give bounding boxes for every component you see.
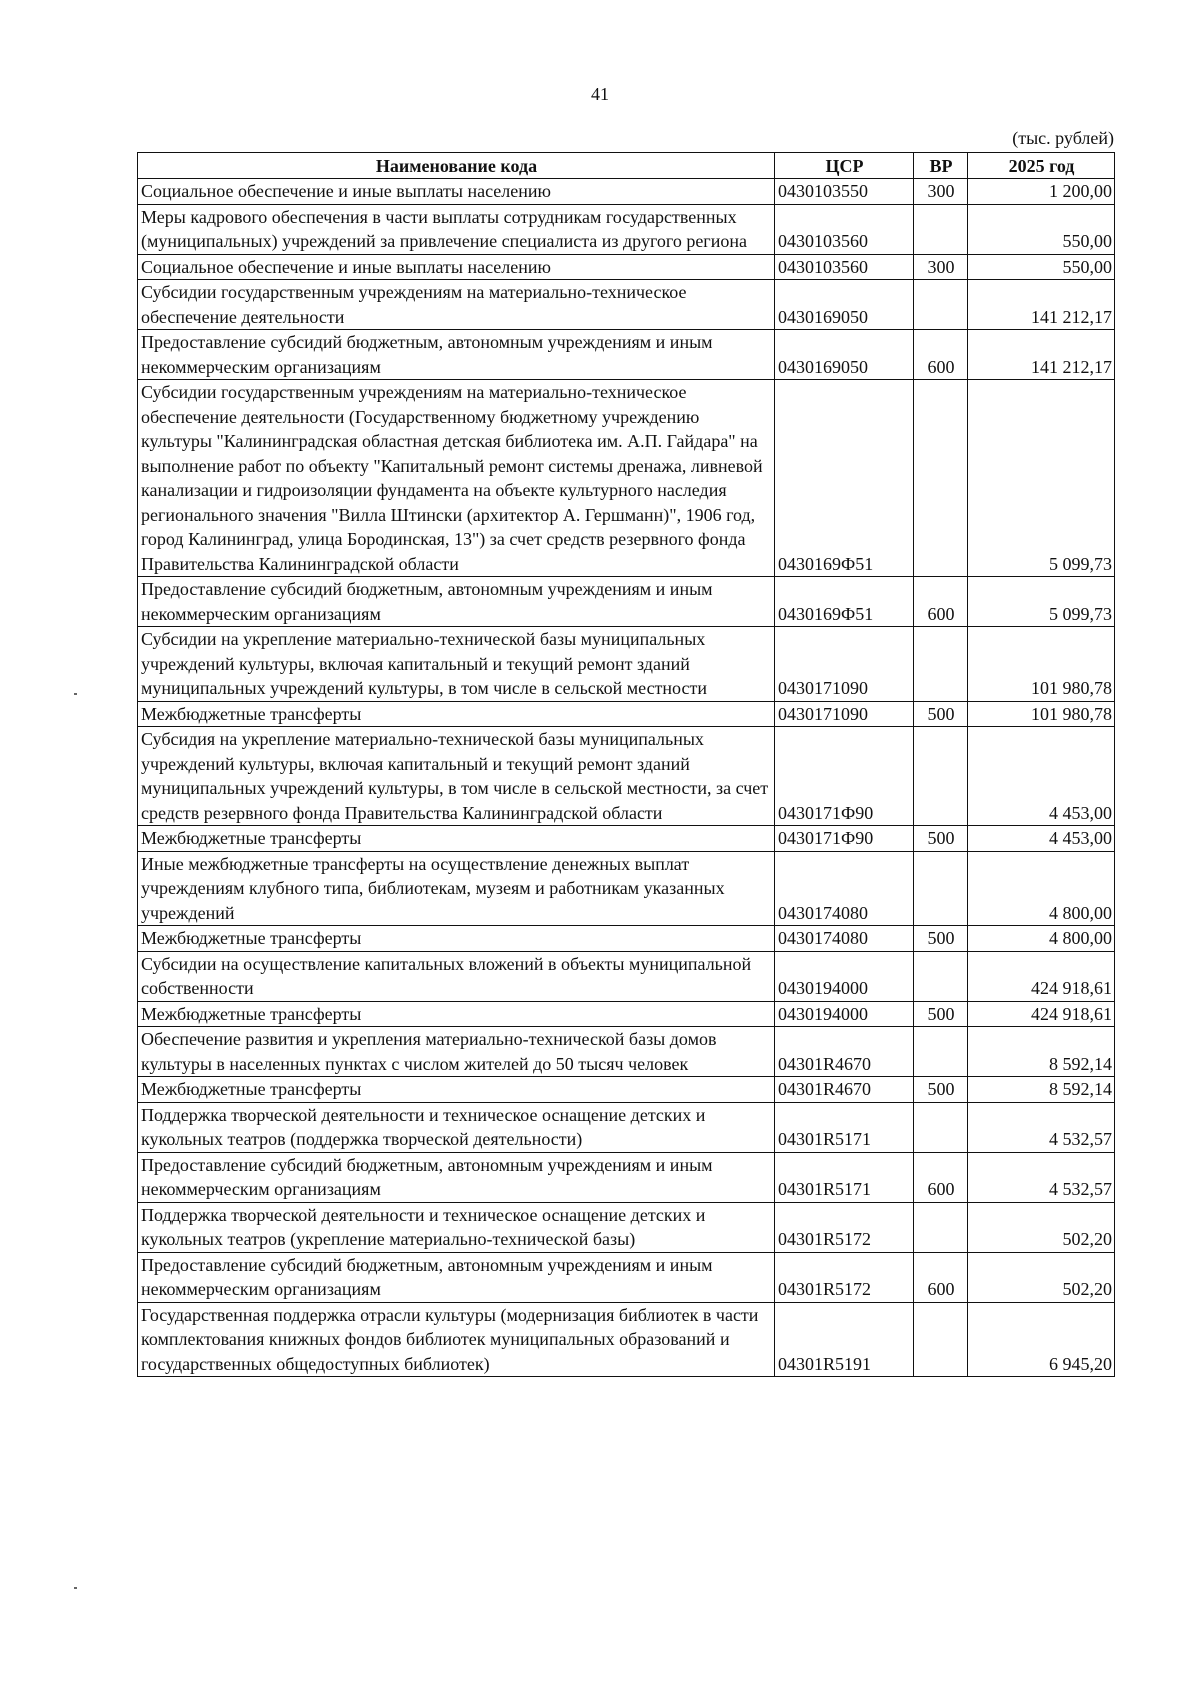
row-name-cell: Субсидии на осуществление капитальных вложений в объекты муниципальной собственности xyxy=(138,951,775,1001)
row-amount-cell: 4 453,00 xyxy=(968,727,1115,826)
table-row xyxy=(138,254,1115,280)
row-vr-cell: 300 xyxy=(914,179,968,205)
row-vr-cell: 600 xyxy=(914,330,968,380)
row-vr-cell xyxy=(914,380,968,577)
row-amount-cell: 101 980,78 xyxy=(968,701,1115,727)
row-vr-cell: 600 xyxy=(914,577,968,627)
row-csr-cell: 04301R4670 xyxy=(775,1077,914,1103)
row-name-cell: Государственная поддержка отрасли культуры (модернизация библиотек в части комплектования книжных фондов библиотек муниципальных образований и государственных общедоступных библиотек) xyxy=(138,1302,775,1377)
page-number: 41 xyxy=(591,84,609,104)
row-amount-cell: 4 453,00 xyxy=(968,826,1115,852)
table-row xyxy=(138,179,1115,205)
row-vr-cell xyxy=(914,204,968,254)
table-row xyxy=(138,1202,1115,1252)
row-name-cell: Поддержка творческой деятельности и техническое оснащение детских и кукольных театров (поддержка творческой деятельности) xyxy=(138,1102,775,1152)
row-vr-cell xyxy=(914,1027,968,1077)
table-row xyxy=(138,727,1115,826)
row-name-cell: Социальное обеспечение и иные выплаты населению xyxy=(138,179,775,205)
table-row xyxy=(138,1077,1115,1103)
row-csr-cell: 0430174080 xyxy=(775,926,914,952)
row-amount-cell: 101 980,78 xyxy=(968,627,1115,702)
row-vr-cell: 500 xyxy=(914,1001,968,1027)
row-amount-cell: 4 800,00 xyxy=(968,851,1115,926)
row-vr-cell xyxy=(914,951,968,1001)
table-row xyxy=(138,926,1115,952)
header-name: Наименование кода xyxy=(138,153,775,179)
row-name-cell: Предоставление субсидий бюджетным, автономным учреждениям и иным некоммерческим организациям xyxy=(138,1252,775,1302)
row-csr-cell: 0430169Ф51 xyxy=(775,577,914,627)
row-amount-cell: 5 099,73 xyxy=(968,577,1115,627)
row-amount-cell: 424 918,61 xyxy=(968,951,1115,1001)
row-name-cell: Межбюджетные трансферты xyxy=(138,826,775,852)
row-name-cell: Субсидии государственным учреждениям на материально-техническое обеспечение деятельности xyxy=(138,280,775,330)
row-amount-cell: 8 592,14 xyxy=(968,1027,1115,1077)
row-vr-cell xyxy=(914,1202,968,1252)
row-amount-cell: 502,20 xyxy=(968,1202,1115,1252)
row-csr-cell: 0430194000 xyxy=(775,1001,914,1027)
table-row xyxy=(138,1027,1115,1077)
row-csr-cell: 0430171Ф90 xyxy=(775,826,914,852)
table-row xyxy=(138,204,1115,254)
row-amount-cell: 141 212,17 xyxy=(968,280,1115,330)
row-name-cell: Субсидии на укрепление материально-технической базы муниципальных учреждений культуры, включая капитальный и текущий ремонт зданий муниципальных учреждений культуры, в том числе в сельской местности xyxy=(138,627,775,702)
row-amount-cell: 5 099,73 xyxy=(968,380,1115,577)
table-header-row xyxy=(138,153,1115,179)
row-name-cell: Межбюджетные трансферты xyxy=(138,1077,775,1103)
row-name-cell: Межбюджетные трансферты xyxy=(138,1001,775,1027)
row-csr-cell: 04301R5172 xyxy=(775,1252,914,1302)
row-vr-cell: 600 xyxy=(914,1252,968,1302)
row-name-cell: Межбюджетные трансферты xyxy=(138,701,775,727)
table-row xyxy=(138,577,1115,627)
row-name-cell: Меры кадрового обеспечения в части выплаты сотрудникам государственных (муниципальных) учреждений за привлечение специалиста из другого региона xyxy=(138,204,775,254)
row-vr-cell xyxy=(914,627,968,702)
row-vr-cell: 500 xyxy=(914,826,968,852)
row-amount-cell: 4 800,00 xyxy=(968,926,1115,952)
row-vr-cell xyxy=(914,280,968,330)
row-name-cell: Субсидия на укрепление материально-технической базы муниципальных учреждений культуры, включая капитальный и текущий ремонт зданий муниципальных учреждений культуры, в том числе в сельской местности, за счет средств резервного фонда Правительства Калининградской области xyxy=(138,727,775,826)
table-row xyxy=(138,1152,1115,1202)
row-csr-cell: 04301R4670 xyxy=(775,1027,914,1077)
row-csr-cell: 04301R5191 xyxy=(775,1302,914,1377)
row-amount-cell: 424 918,61 xyxy=(968,1001,1115,1027)
row-csr-cell: 0430194000 xyxy=(775,951,914,1001)
row-vr-cell: 500 xyxy=(914,1077,968,1103)
row-amount-cell: 4 532,57 xyxy=(968,1102,1115,1152)
row-name-cell: Поддержка творческой деятельности и техническое оснащение детских и кукольных театров (укрепление материально-технической базы) xyxy=(138,1202,775,1252)
row-vr-cell xyxy=(914,1302,968,1377)
scan-artifact xyxy=(74,1587,77,1589)
row-name-cell: Предоставление субсидий бюджетным, автономным учреждениям и иным некоммерческим организациям xyxy=(138,1152,775,1202)
row-vr-cell: 500 xyxy=(914,701,968,727)
budget-table xyxy=(137,152,1115,1377)
table-row xyxy=(138,280,1115,330)
row-csr-cell: 0430169050 xyxy=(775,280,914,330)
table-row xyxy=(138,826,1115,852)
row-amount-cell: 502,20 xyxy=(968,1252,1115,1302)
units-label: (тыс. рублей) xyxy=(1012,128,1114,148)
table-row xyxy=(138,851,1115,926)
row-name-cell: Предоставление субсидий бюджетным, автономным учреждениям и иным некоммерческим организациям xyxy=(138,330,775,380)
row-name-cell: Социальное обеспечение и иные выплаты населению xyxy=(138,254,775,280)
scan-artifact xyxy=(74,693,77,695)
row-name-cell: Предоставление субсидий бюджетным, автономным учреждениям и иным некоммерческим организациям xyxy=(138,577,775,627)
row-vr-cell xyxy=(914,727,968,826)
table-row xyxy=(138,627,1115,702)
table-row xyxy=(138,951,1115,1001)
row-amount-cell: 550,00 xyxy=(968,254,1115,280)
row-vr-cell xyxy=(914,1102,968,1152)
row-csr-cell: 04301R5171 xyxy=(775,1102,914,1152)
row-csr-cell: 0430169Ф51 xyxy=(775,380,914,577)
row-csr-cell: 04301R5172 xyxy=(775,1202,914,1252)
row-csr-cell: 04301R5171 xyxy=(775,1152,914,1202)
row-csr-cell: 0430169050 xyxy=(775,330,914,380)
row-vr-cell xyxy=(914,851,968,926)
row-name-cell: Субсидии государственным учреждениям на материально-техническое обеспечение деятельности (Государственному бюджетному учреждению культуры "Калининградская областная детская библиотека им. А.П. Гайдара" на выполнение работ по объекту "Капитальный ремонт системы дренажа, ливневой канализации и гидроизоляции фундамента на объекте культурного наследия регионального значения "Вилла Штински (архитектор А. Гершманн)", 1906 год, город Калининград, улица Бородинская, 13") за счет средств резервного фонда Правительства Калининградской области xyxy=(138,380,775,577)
row-amount-cell: 4 532,57 xyxy=(968,1152,1115,1202)
row-amount-cell: 6 945,20 xyxy=(968,1302,1115,1377)
row-csr-cell: 0430171090 xyxy=(775,701,914,727)
row-csr-cell: 0430174080 xyxy=(775,851,914,926)
row-csr-cell: 0430103560 xyxy=(775,204,914,254)
header-vr: ВР xyxy=(914,153,968,179)
row-csr-cell: 0430171Ф90 xyxy=(775,727,914,826)
header-csr: ЦСР xyxy=(775,153,914,179)
row-amount-cell: 1 200,00 xyxy=(968,179,1115,205)
table-row xyxy=(138,701,1115,727)
header-year: 2025 год xyxy=(968,153,1115,179)
table-row xyxy=(138,1302,1115,1377)
row-csr-cell: 0430171090 xyxy=(775,627,914,702)
row-amount-cell: 141 212,17 xyxy=(968,330,1115,380)
row-amount-cell: 8 592,14 xyxy=(968,1077,1115,1103)
table-row xyxy=(138,330,1115,380)
table-row xyxy=(138,1102,1115,1152)
row-name-cell: Обеспечение развития и укрепления материально-технической базы домов культуры в населенных пунктах с числом жителей до 50 тысяч человек xyxy=(138,1027,775,1077)
row-name-cell: Иные межбюджетные трансферты на осуществление денежных выплат учреждениям клубного типа, библиотекам, музеям и работникам указанных учреждений xyxy=(138,851,775,926)
row-vr-cell: 300 xyxy=(914,254,968,280)
row-csr-cell: 0430103550 xyxy=(775,179,914,205)
table-row xyxy=(138,1252,1115,1302)
row-vr-cell: 500 xyxy=(914,926,968,952)
table-row xyxy=(138,380,1115,577)
row-name-cell: Межбюджетные трансферты xyxy=(138,926,775,952)
row-vr-cell: 600 xyxy=(914,1152,968,1202)
row-amount-cell: 550,00 xyxy=(968,204,1115,254)
row-csr-cell: 0430103560 xyxy=(775,254,914,280)
table-row xyxy=(138,1001,1115,1027)
